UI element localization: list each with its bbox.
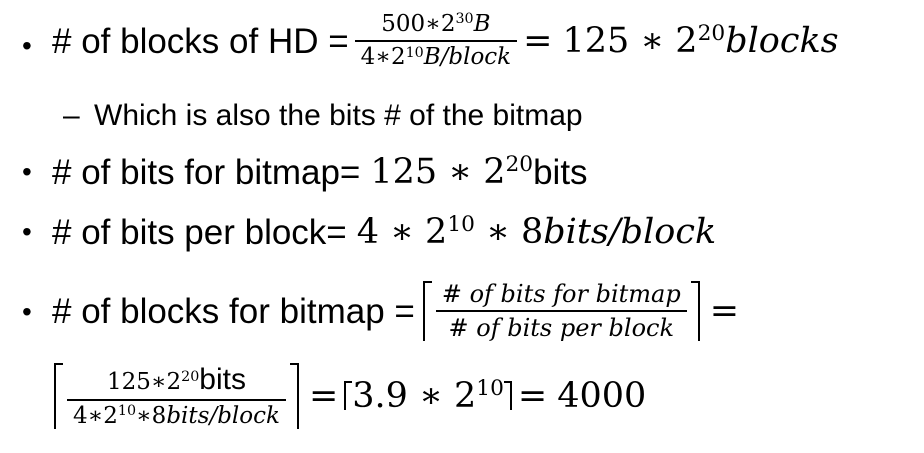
line5-den-unit: bits/block bbox=[166, 402, 280, 429]
dash-icon: – bbox=[63, 99, 80, 132]
line5-inline-ceiling bbox=[348, 375, 508, 416]
line5-den-rest: ∗8 bbox=[136, 402, 167, 429]
line3-label: # of bits per block= bbox=[52, 212, 347, 252]
line4-label: # of blocks for bitmap = bbox=[52, 291, 415, 331]
line1-den-unit: B/block bbox=[423, 44, 512, 70]
line1-result-unit: blocks bbox=[725, 20, 839, 61]
line1-label: # of blocks of HD = bbox=[52, 21, 349, 61]
line5-num-unit: bits bbox=[199, 362, 246, 396]
line1-result bbox=[562, 20, 839, 61]
line2-coef: 125 ∗ 2 bbox=[370, 151, 506, 192]
ceil-left-bracket bbox=[423, 281, 432, 342]
line2-value bbox=[370, 151, 534, 192]
line5-result: 4000 bbox=[557, 375, 647, 416]
line5-numerator bbox=[101, 363, 252, 396]
line4-numerator: # of bits for bitmap bbox=[441, 279, 681, 308]
line1-denominator bbox=[355, 45, 517, 70]
ceil-right-bracket bbox=[290, 363, 299, 429]
line5-den-coef: 4∗2 bbox=[73, 402, 118, 429]
ceil-left-bracket bbox=[54, 363, 63, 429]
sub-line-bitmap-bits bbox=[0, 98, 583, 134]
line3-exp: 10 bbox=[447, 212, 475, 238]
bullet-icon: • bbox=[22, 30, 32, 61]
line4-equals: = bbox=[709, 290, 740, 331]
ceil-right-bracket bbox=[691, 281, 700, 342]
line3-unit: bits/block bbox=[543, 211, 717, 252]
line1-numerator bbox=[375, 12, 496, 37]
bullet-icon: • bbox=[22, 216, 32, 247]
line5-num-exp: 20 bbox=[181, 369, 200, 386]
line1-fraction-bar bbox=[355, 40, 517, 42]
line3-rest: ∗ 8 bbox=[486, 211, 544, 252]
line5-equals-1: = bbox=[308, 375, 339, 416]
bullet-line-blocks-for-bitmap bbox=[0, 270, 739, 352]
line4-ceiling bbox=[423, 281, 700, 342]
line5-num-coef: 125∗2 bbox=[106, 368, 182, 395]
sub1-text: Which is also the bits # of the bitmap bbox=[94, 99, 583, 132]
line4-denominator: # of bits per block bbox=[448, 314, 674, 342]
line1-equals: = bbox=[523, 20, 553, 61]
line5-fraction-bar bbox=[67, 399, 286, 401]
line1-den-exp: 10 bbox=[405, 44, 424, 61]
line5-den-exp: 10 bbox=[117, 403, 137, 420]
line1-num-unit: B bbox=[473, 10, 491, 37]
line5-ceil-coef: 3.9 ∗ 2 bbox=[352, 375, 477, 416]
bullet-line-blocks-of-hd bbox=[0, 6, 839, 76]
line3-value bbox=[356, 211, 717, 252]
bullet-line-bits-for-bitmap bbox=[0, 150, 588, 194]
line2-unit: bits bbox=[533, 152, 588, 192]
line1-fraction bbox=[355, 12, 517, 71]
line5-equals-2: = bbox=[517, 375, 548, 416]
line2-exp: 20 bbox=[505, 152, 534, 178]
line1-num-coef: 500∗2 bbox=[381, 10, 456, 37]
line1-result-exp: 20 bbox=[697, 21, 726, 47]
line1-result-coef: 125 ∗ 2 bbox=[562, 20, 698, 61]
line5-ceil-exp: 10 bbox=[476, 376, 504, 402]
line1-den-coef: 4∗2 bbox=[360, 44, 406, 70]
bullet-icon: • bbox=[22, 156, 32, 187]
line1-num-exp: 30 bbox=[455, 11, 474, 28]
line5-ceiling bbox=[54, 363, 299, 429]
bullet-line-bits-per-block bbox=[0, 210, 716, 254]
continuation-line-result bbox=[0, 352, 646, 440]
line4-fraction bbox=[436, 281, 687, 342]
line3-coef: 4 ∗ 2 bbox=[356, 211, 448, 252]
line4-fraction-bar bbox=[436, 310, 687, 312]
bullet-icon: • bbox=[22, 296, 32, 327]
line2-label: # of bits for bitmap= bbox=[52, 152, 361, 192]
line5-fraction bbox=[67, 363, 286, 429]
line5-denominator bbox=[67, 404, 286, 429]
